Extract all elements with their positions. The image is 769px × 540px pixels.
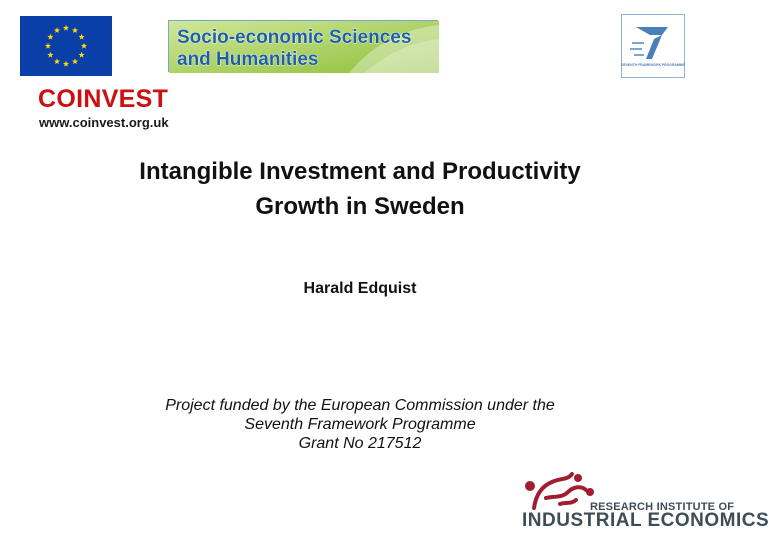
- iui-logo: [520, 472, 769, 532]
- title-line-2: Growth in Sweden: [255, 193, 465, 220]
- funding-statement: [60, 396, 660, 453]
- coinvest-logo: [38, 84, 169, 136]
- eu-flag-logo: [20, 16, 112, 76]
- title-line-1: Intangible Investment and Productivity: [139, 158, 581, 185]
- ssh-line1: Socio-economic Sciences: [177, 27, 412, 48]
- slide-title: [40, 154, 680, 224]
- funding-line-3: Grant No 217512: [298, 435, 422, 452]
- ssh-line2: and Humanities: [177, 49, 319, 70]
- iui-line-2: INDUSTRIAL ECONOMICS: [522, 510, 769, 531]
- iui-line-1: RESEARCH INSTITUTE OF: [590, 501, 735, 513]
- fp7-label: SEVENTH FRAMEWORK PROGRAMME: [621, 63, 685, 67]
- funding-line-1: Project funded by the European Commission under the: [165, 397, 555, 414]
- ssh-banner-logo: [168, 20, 438, 72]
- coinvest-url: www.coinvest.org.uk: [39, 115, 169, 130]
- funding-line-2: Seventh Framework Programme: [244, 416, 476, 433]
- author-name: Harald Edquist: [303, 280, 417, 297]
- coinvest-name: COINVEST: [38, 85, 169, 113]
- fp7-logo: [621, 14, 685, 78]
